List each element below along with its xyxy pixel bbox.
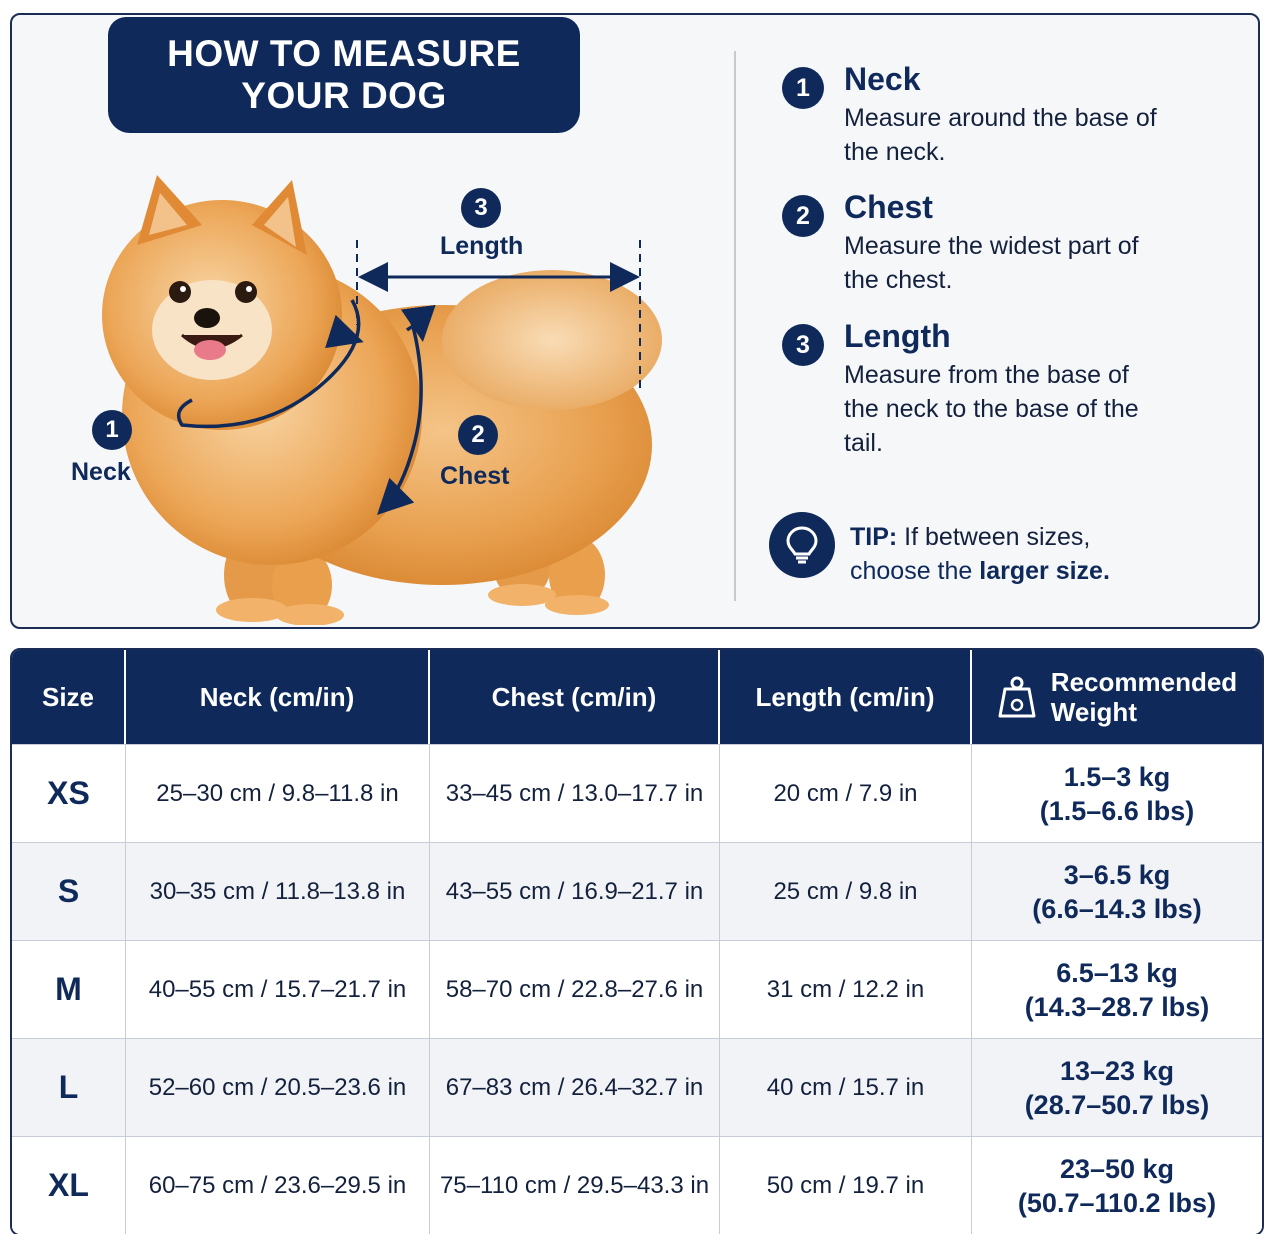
- length-cell: 25 cm / 9.8 in: [720, 842, 972, 940]
- table-row: [12, 842, 1262, 940]
- table-row: [12, 744, 1262, 842]
- neck-label: Neck: [71, 458, 131, 486]
- instruction-title: Chest: [844, 189, 933, 225]
- table-row: [12, 1038, 1262, 1136]
- neck-cell: 30–35 cm / 11.8–13.8 in: [126, 842, 430, 940]
- pomeranian-illustration: [52, 155, 692, 625]
- table-row: [12, 1136, 1262, 1234]
- instruction-title: Neck: [844, 61, 921, 97]
- tip-emphasis: larger size.: [979, 557, 1110, 585]
- instruction-badge: 3: [782, 324, 824, 366]
- size-chart-table: [10, 648, 1264, 1234]
- header-chest: Chest (cm/in): [430, 650, 720, 744]
- weight-cell: 13–23 kg (28.7–50.7 lbs): [972, 1038, 1262, 1136]
- tip-text-2: choose the: [850, 557, 973, 585]
- header-weight-line-2: Weight: [1050, 697, 1137, 727]
- length-cell: 40 cm / 15.7 in: [720, 1038, 972, 1136]
- size-cell: S: [12, 842, 126, 940]
- dog-tail: [442, 270, 662, 410]
- weight-cell: 23–50 kg (50.7–110.2 lbs): [972, 1136, 1262, 1234]
- chest-cell: 67–83 cm / 26.4–32.7 in: [430, 1038, 720, 1136]
- neck-cell: 40–55 cm / 15.7–21.7 in: [126, 940, 430, 1038]
- chest-cell: 43–55 cm / 16.9–21.7 in: [430, 842, 720, 940]
- size-cell: L: [12, 1038, 126, 1136]
- dog-illustration: [52, 155, 692, 625]
- header-length: Length (cm/in): [720, 650, 972, 744]
- page-title: [108, 17, 580, 133]
- neck-cell: 25–30 cm / 9.8–11.8 in: [126, 744, 430, 842]
- neck-cell: 60–75 cm / 23.6–29.5 in: [126, 1136, 430, 1234]
- tip-text: [850, 520, 1150, 588]
- size-cell: XS: [12, 744, 126, 842]
- length-cell: 31 cm / 12.2 in: [720, 940, 972, 1038]
- chest-label: Chest: [440, 462, 510, 490]
- tip-text-1: If between sizes,: [904, 523, 1091, 551]
- header-weight-line-1: Recommended: [1050, 667, 1238, 697]
- instruction-text: Measure around the base of the neck.: [844, 104, 1157, 166]
- length-label: Length: [440, 232, 524, 260]
- size-cell: M: [12, 940, 126, 1038]
- table-header-row: [12, 650, 1262, 744]
- chest-cell: 33–45 cm / 13.0–17.7 in: [430, 744, 720, 842]
- instruction-text: Measure the widest part of the chest.: [844, 232, 1139, 294]
- size-cell: XL: [12, 1136, 126, 1234]
- instruction-badge: 2: [782, 195, 824, 237]
- lightbulb-icon: [769, 512, 835, 578]
- weight-cell: 3–6.5 kg (6.6–14.3 lbs): [972, 842, 1262, 940]
- header-neck: Neck (cm/in): [126, 650, 430, 744]
- length-cell: 50 cm / 19.7 in: [720, 1136, 972, 1234]
- instruction-title: Length: [844, 318, 951, 354]
- chest-badge: 2: [458, 415, 498, 455]
- title-line-1: HOW TO MEASURE: [167, 33, 521, 74]
- title-line-2: YOUR DOG: [241, 75, 447, 116]
- neck-cell: 52–60 cm / 20.5–23.6 in: [126, 1038, 430, 1136]
- neck-badge: 1: [92, 410, 132, 450]
- scale-weight-icon: [997, 675, 1037, 719]
- weight-cell: 1.5–3 kg (1.5–6.6 lbs): [972, 744, 1262, 842]
- measure-panel: [10, 13, 1260, 629]
- chest-cell: 58–70 cm / 22.8–27.6 in: [430, 940, 720, 1038]
- header-size: Size: [12, 650, 126, 744]
- length-badge: 3: [461, 188, 501, 228]
- instruction-badge: 1: [782, 67, 824, 109]
- length-cell: 20 cm / 7.9 in: [720, 744, 972, 842]
- tip-label: TIP:: [850, 523, 898, 551]
- chest-cell: 75–110 cm / 29.5–43.3 in: [430, 1136, 720, 1234]
- instruction-text: Measure from the base of the neck to the base of the tail.: [844, 361, 1139, 457]
- table-row: [12, 940, 1262, 1038]
- header-weight: [972, 650, 1262, 744]
- weight-cell: 6.5–13 kg (14.3–28.7 lbs): [972, 940, 1262, 1038]
- panel-divider: [734, 51, 736, 601]
